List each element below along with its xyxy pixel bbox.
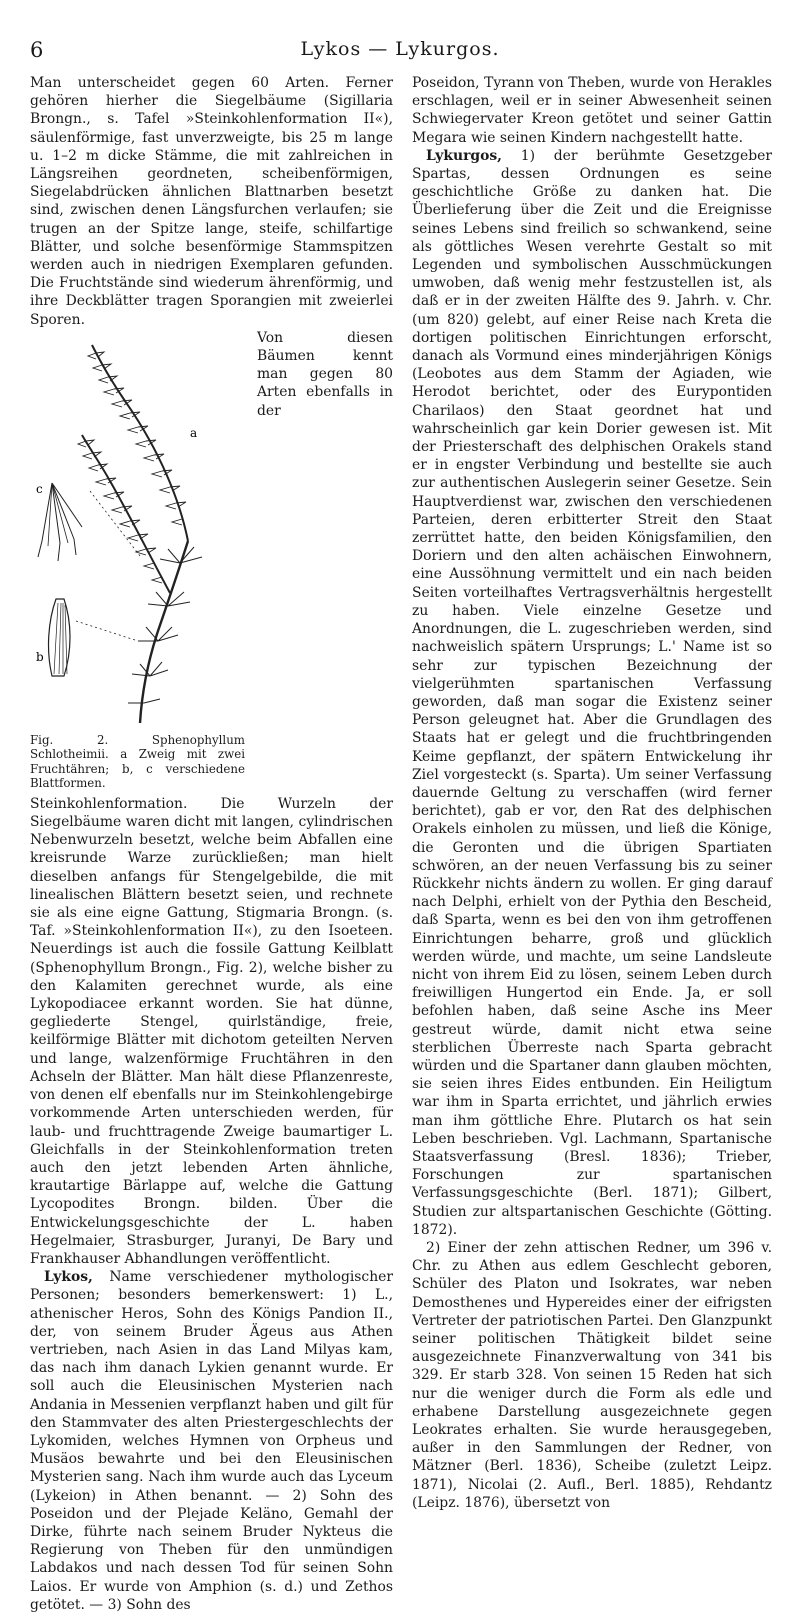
entry-lykurgos (412, 147, 772, 1239)
entry-lykos (30, 1268, 393, 1614)
entry-headword: Lykos, (44, 1269, 93, 1286)
paragraph: Man unterscheidet gegen 60 Arten. Ferner gehören hierher die Siegelbäume (Sigillaria Brongn., s. Tafel »Steinkohlenformation II«), säulenförmige, fast unverzweigte, bis 25 m lange u. 1–2 m dicke Stämme, die mit zahlreichen in Längsreihen geordneten, scheibenförmigen, Siegelabdrücken ähnlichen Blattnarben besetzt sind, zwischen denen Längsfurchen verlaufen; sie trugen an der Spitze lange, steife, schilfartige Blätter, und solche besenförmige Stammspitzen werden auch in niedrigen Exemplaren gefunden. Die Fruchtstände sind wiederum ährenförmig, und ihre Deckblätter tragen Sporangien mit zweierlei Sporen. (30, 75, 393, 328)
paragraph: Poseidon, Tyrann von Theben, wurde von Herakles erschlagen, weil er in seiner Abwesenheit seinen Schwiegervater Kreon getötet und seiner Gattin Megara wie seinen Kindern nachgestellt hatte. (412, 75, 772, 146)
left-column (30, 74, 393, 1614)
entry-headword: Lykurgos, (426, 147, 503, 164)
figure-label-a: a (190, 425, 198, 440)
entry-text: Name verschiedener mythologischer Personen; besonders bemerkenswert: 1) L., athenischer Heros, Sohn des Königs Pandion II., der, von seinem Bruder Ägeus aus Athen vertrieben, nach Asien in das Land Milyas kam, das nach ihm danach Lykien genannt wurde. Er soll auch die Eleusinischen Mysterien nach Andania in Messenien verpflanzt haben und gilt für den Stammvater des alten Priestergeschlechts der Lykomiden, welches Hymnen von Orpheus und Musäos bewahrte und bei den Eleusinischen Mysterien sang. Nach ihm wurde auch das Lyceum (Lykeion) in Athen benannt. — 2) Sohn des Poseidon und der Plejade Keläno, Gemahl der Dirke, führte nach seinem Bruder Nykteus die Regierung von Theben für den unmündigen Labdakos und nach dessen Tod für seinen Sohn Laios. Er wurde von Amphion (s. d.) und Zethos getötet. — 3) Sohn des (30, 1269, 393, 1613)
page-header (30, 38, 770, 64)
right-column (412, 74, 772, 1512)
sphenophyllum-illustration (30, 331, 245, 731)
figure-label-b: b (36, 649, 44, 664)
paragraph: Von diesen Bäumen kennt man gegen 80 Arten ebenfalls in der Steinkohlenformation. Die Wurzeln der Siegelbäume waren dicht mit langen, cylindrischen Nebenwurzeln besetzt, welche beim Abfallen eine kreisrunde Warze zurückließen; man hielt dieselben anfangs für Stengelgebilde, die mit linealischen Blättern besetzt seien, und rechnete sie als eine eigne Gattung, Stigmaria Brongn. (s. Taf. »Steinkohlenformation II«), zu den Isoeteen. Neuerdings ist auch die fossile Gattung Keilblatt (Sphenophyllum Brongn., Fig. 2), welche bisher zu den Kalamiten gerechnet wurde, als eine Lykopodiacee erkannt worden. Sie hat dünne, gegliederte Stengel, quirlständige, freie, keilförmige Blätter mit dichotom geteilten Nerven und lange, walzenförmige Fruchtähren in den Achseln der Blätter. Man hält diese Pflanzenreste, von denen elf ebenfalls nur im Steinkohlengebirge vorkommende Arten unterschieden werden, für laub- und fruchttragende Zweige baumartiger L. Gleichfalls in der Steinkohlenformation treten auch den jetzt lebenden Arten ähnliche, krautartige Bärlappe auf, welche die Gattung Lycopodites Brongn. bilden. Über die Entwickelungsgeschichte der L. haben Hegelmaier, Strasburger, Juranyi, De Bary und Frankhauser Abhandlungen veröffentlicht. (30, 329, 393, 1267)
figure-sphenophyllum (30, 331, 245, 791)
figure-caption: Fig. 2. Sphenophyllum Schlotheimii. a Zweig mit zwei Fruchtähren; b, c verschiedene Blattformen. (30, 732, 245, 791)
running-head: Lykos — Lykurgos. (300, 38, 500, 60)
entry-text: 1) der berühmte Gesetzgeber Spartas, dessen Ordnungen es seine geschichtliche Größe zu danken hat. Die Überlieferung über die Zeit und die Ereignisse seines Lebens sind freilich so schwankend, seine als göttliches Wesen verehrte Gestalt so mit Legenden und symbolischen Ausschmückungen umwoben, daß wenig mehr festzustellen ist, als daß er in der zweiten Hälfte des 9. Jahrh. v. Chr. (um 820) gelebt, auf einer Reise nach Kreta die dortigen politischen Einrichtungen erforscht, danach als Vormund eines minderjährigen Königs (Leobotes aus dem Stamm der Agiaden, wie Herodot berichtet, oder des Eurypontiden Charilaos) den Staat geordnet hat und wahrscheinlich gar kein Dorier gewesen ist. Mit der Priesterschaft des delphischen Orakels stand er in engster Verbindung und bestellte sie auch zur authentischen Auslegerin seiner Gesetze. Sein Hauptverdienst war, zwischen den verschiedenen Parteien, deren erbitterter Streit den Staat zerrüttet hatte, den beiden Königsfamilien, den Doriern und den alten achäischen Einwohnern, eine Aussöhnung vermittelt und ein nach beiden Seiten vorteilhaftes Vertragsverhältnis hergestellt zu haben. Viele einzelne Gesetze und Anordnungen, die L. zugeschrieben werden, sind nachweislich spätern Ursprungs; L.' Name ist so sehr zur typischen Bezeichnung der vielgerühmten spartanischen Verfassung geworden, daß man sogar die Existenz seiner Person geleugnet hat. Aber die Grundlagen des Staats hat er gelegt und die fruchtbringenden Keime gepflanzt, der spätern Entwickelung ihr Ziel vorgesteckt (s. Sparta). Um seiner Verfassung dauernde Geltung zu verschaffen (wird ferner berichtet), gab er vor, den Rat des delphischen Orakels einholen zu müssen, und ließ die Könige, die Geronten und die übrigen Spartiaten schwören, an der neuen Verfassung bis zu seiner Rückkehr nichts ändern zu wollen. Er ging darauf nach Delphi, erhielt von der Pythia den Bescheid, daß Sparta, wenn es bei den von ihm getroffenen Einrichtungen beharre, groß und glücklich werden würde, und machte, um seine Landsleute nicht von ihrem Eid zu lösen, seinem Leben durch freiwilligen Hungertod ein Ende. Ja, er soll befohlen haben, daß seine Asche ins Meer gestreut würde, damit nicht etwa seine sterblichen Überreste nach Sparta gebracht würden und die Spartaner dann glauben möchten, sie seien ihres Eides entbunden. Ein Heiligtum war ihm in Sparta errichtet, und jährlich erwies man ihm göttliche Ehre. Plutarch os hat sein Leben beschrieben. Vgl. Lachmann, Spartanische Staatsverfassung (Bresl. 1836); Trieber, Forschungen zur spartanischen Verfassungsgeschichte (Berl. 1871); Gilbert, Studien zur altspartanischen Geschichte (Götting. 1872). (412, 147, 772, 1238)
figure-label-c: c (36, 481, 43, 496)
paragraph: 2) Einer der zehn attischen Redner, um 396 v. Chr. zu Athen aus edlem Geschlecht geboren, Schüler des Platon und Isokrates, war neben Demosthenes und Hypereides einer der eifrigsten Vertreter der patriotischen Partei. Den Glanzpunkt seiner politischen Thätigkeit bildet seine ausgezeichnete Finanzverwaltung von 341 bis 329. Er starb 328. Von seinen 15 Reden hat sich nur die weniger durch die Form als edle und erhabene Darstellung ausgezeichnete gegen Leokrates erhalten. Sie wurde herausgegeben, außer in den Sammlungen der Redner, von Mätzner (Berl. 1836), Scheibe (zuletzt Leipz. 1871), Nicolai (2. Aufl., Berl. 1885), Rehdantz (Leipz. 1876), übersetzt von (412, 1240, 772, 1511)
page-number: 6 (30, 38, 44, 62)
